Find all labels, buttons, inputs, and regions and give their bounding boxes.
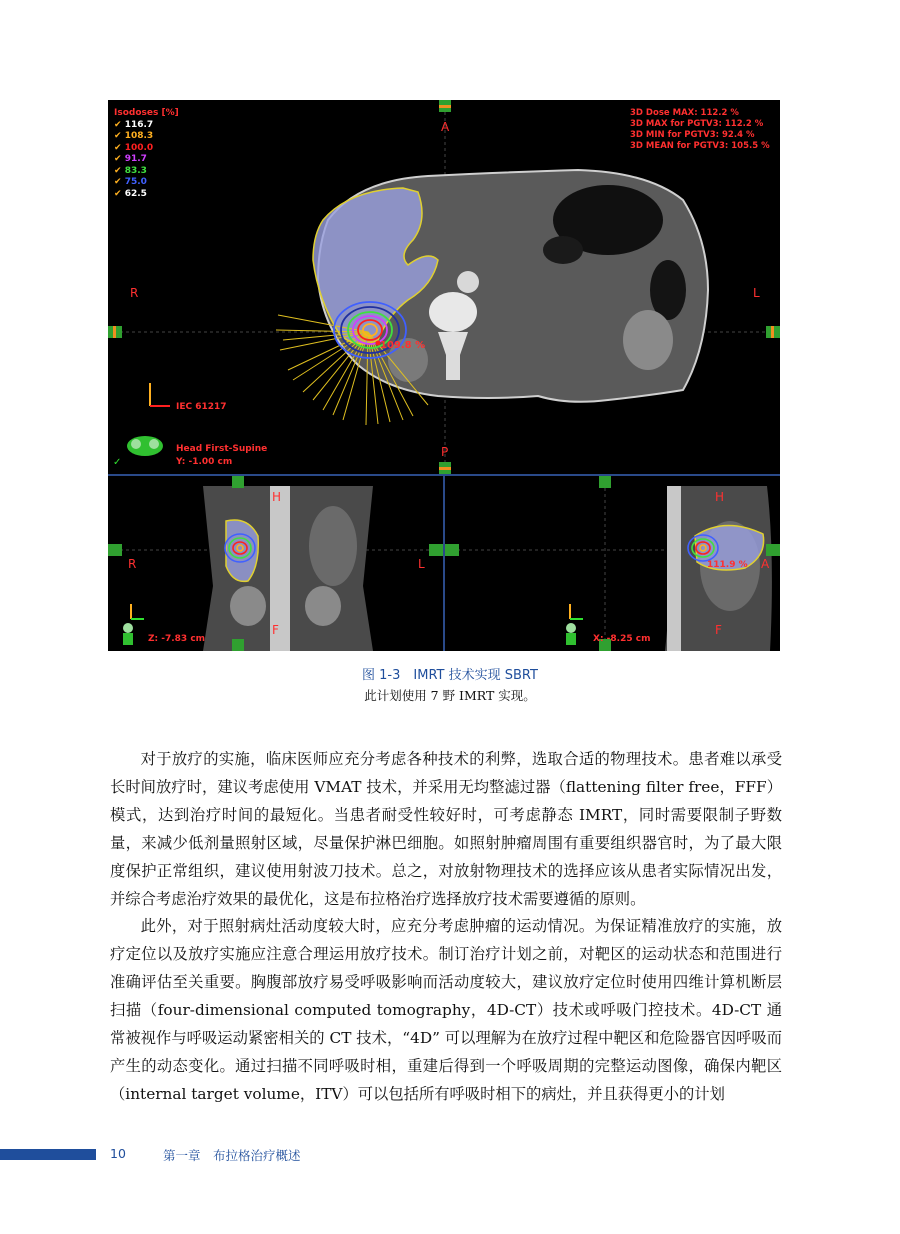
- figure-ct-dose-panels: [108, 100, 780, 651]
- isodose-row: [114, 189, 179, 201]
- checkmark-icon: ✔: [114, 142, 125, 153]
- checkmark-icon: ✔: [114, 119, 125, 130]
- isodose-value: 62.5: [124, 188, 147, 199]
- coronal-orient-left: L: [418, 557, 425, 571]
- coord-system-label: IEC 61217: [176, 402, 227, 412]
- patient-orientation-icon: [127, 436, 163, 456]
- axial-position-value: Y: -1.00 cm: [176, 457, 233, 467]
- coronal-view: [108, 476, 443, 651]
- sagittal-orient-anterior: A: [761, 557, 770, 571]
- isodose-row: [114, 177, 179, 189]
- check-icon: ✓: [113, 457, 122, 468]
- footer-accent-bar: [0, 1149, 96, 1160]
- isodose-row: [114, 154, 179, 166]
- isodose-value: 83.3: [124, 165, 147, 176]
- sagittal-axis-glyph: [570, 604, 583, 619]
- dose-statistics: [630, 108, 770, 152]
- orient-posterior: P: [441, 445, 449, 459]
- checkmark-icon: ✔: [114, 154, 125, 164]
- isodose-value: 116.7: [124, 119, 154, 130]
- running-chapter-title: 第一章 布拉格治疗概述: [163, 1148, 301, 1163]
- orient-left: L: [753, 286, 760, 300]
- sagittal-point-dose: 111.9 %: [707, 560, 748, 570]
- coronal-orient-right: R: [128, 557, 137, 571]
- ptv-max: 3D MAX for PGTV3: 112.2 %: [630, 119, 764, 129]
- isodose-row: [114, 166, 179, 178]
- coronal-orient-head: H: [272, 490, 282, 504]
- checkmark-icon: ✔: [114, 165, 125, 176]
- body-paragraph-2: 此外，对于照射病灶活动度较大时，应充分考虑肿瘤的运动情况。为保证精准放疗的实施，放疗定位以及放疗实施应注意合理运用放疗技术。制订治疗计划之前，对靶区的运动状态和范围进行准确评估至关重要。胸腹部放疗易受呼吸影响而活动度较大，建议放疗定位时使用四维计算机断层扫描（four-dimensional computed tomography，4D-CT）技术或呼吸门控技术。4D-CT 通常被视作与呼吸运动紧密相关的 CT 技术，“4D” 可以理解为在放疗过程中靶区和危险器官因呼吸而产生的动态变化。通过扫描不同呼吸时相，重建后得到一个呼吸周期的完整运动图像，确保内靶区（internal target volume，ITV）可以包括所有呼吸时相下的病灶，并且获得更小的计划: [110, 917, 782, 1103]
- coronal-orient-foot: F: [272, 623, 279, 637]
- isodose-row: [114, 143, 179, 155]
- checkmark-icon: ✔: [114, 177, 125, 187]
- dose-max: 3D Dose MAX: 112.2 %: [630, 108, 739, 118]
- patient-position-label: Head First-Supine: [176, 444, 268, 454]
- ptv-mean: 3D MEAN for PGTV3: 105.5 %: [630, 141, 770, 151]
- coronal-axis-glyph: [131, 604, 144, 619]
- axial-view: [108, 100, 780, 474]
- checkmark-icon: ✔: [114, 131, 125, 141]
- coronal-position-value: Z: -7.83 cm: [148, 634, 206, 644]
- sagittal-position-value: X: -8.25 cm: [593, 634, 651, 644]
- isodose-list: [114, 120, 179, 201]
- checkmark-icon: ✔: [114, 188, 125, 199]
- coronal-patient-icon: [123, 623, 133, 645]
- axial-point-dose: 109.8 %: [380, 340, 426, 351]
- sagittal-orient-foot: F: [715, 623, 722, 637]
- sagittal-view: [445, 476, 780, 651]
- sagittal-patient-icon: [566, 623, 576, 645]
- page-number: 10: [110, 1146, 126, 1161]
- isodose-legend: [114, 108, 179, 200]
- sagittal-orient-head: H: [715, 490, 725, 504]
- figure-caption-subtitle: 此计划使用 7 野 IMRT 实现。: [364, 688, 536, 703]
- figure-caption-title: 图 1-3 IMRT 技术实现 SBRT: [362, 668, 538, 683]
- isodose-value: 100.0: [124, 142, 154, 153]
- isodose-value: 75.0: [124, 177, 147, 187]
- orient-anterior: A: [441, 120, 450, 134]
- isodose-row: [114, 131, 179, 143]
- isodose-value: 91.7: [124, 154, 147, 164]
- axis-glyph: [150, 383, 170, 406]
- body-paragraph-1: 对于放疗的实施，临床医师应充分考虑各种技术的利弊，选取合适的物理技术。患者难以承受长时间放疗时，建议考虑使用 VMAT 技术，并采用无均整滤过器（flattening filter free，FFF）模式，达到治疗时间的最短化。当患者耐受性较好时，可考虑静态 IMRT，同时需要限制子野数量，来减少低剂量照射区域，尽量保护淋巴细胞。如照射肿瘤周围有重要组织器官时，为了最大限度保护正常组织，建议使用射波刀技术。总之，对放射物理技术的选择应该从患者实际情况出发，并综合考虑治疗效果的最优化，这是布拉格治疗选择放疗技术需要遵循的原则。: [110, 750, 782, 908]
- isodose-header: Isodoses [%]: [114, 108, 179, 118]
- isodose-value: 108.3: [124, 131, 154, 141]
- ptv-min: 3D MIN for PGTV3: 92.4 %: [630, 130, 755, 140]
- orient-right: R: [130, 286, 139, 300]
- isodose-row: [114, 120, 179, 132]
